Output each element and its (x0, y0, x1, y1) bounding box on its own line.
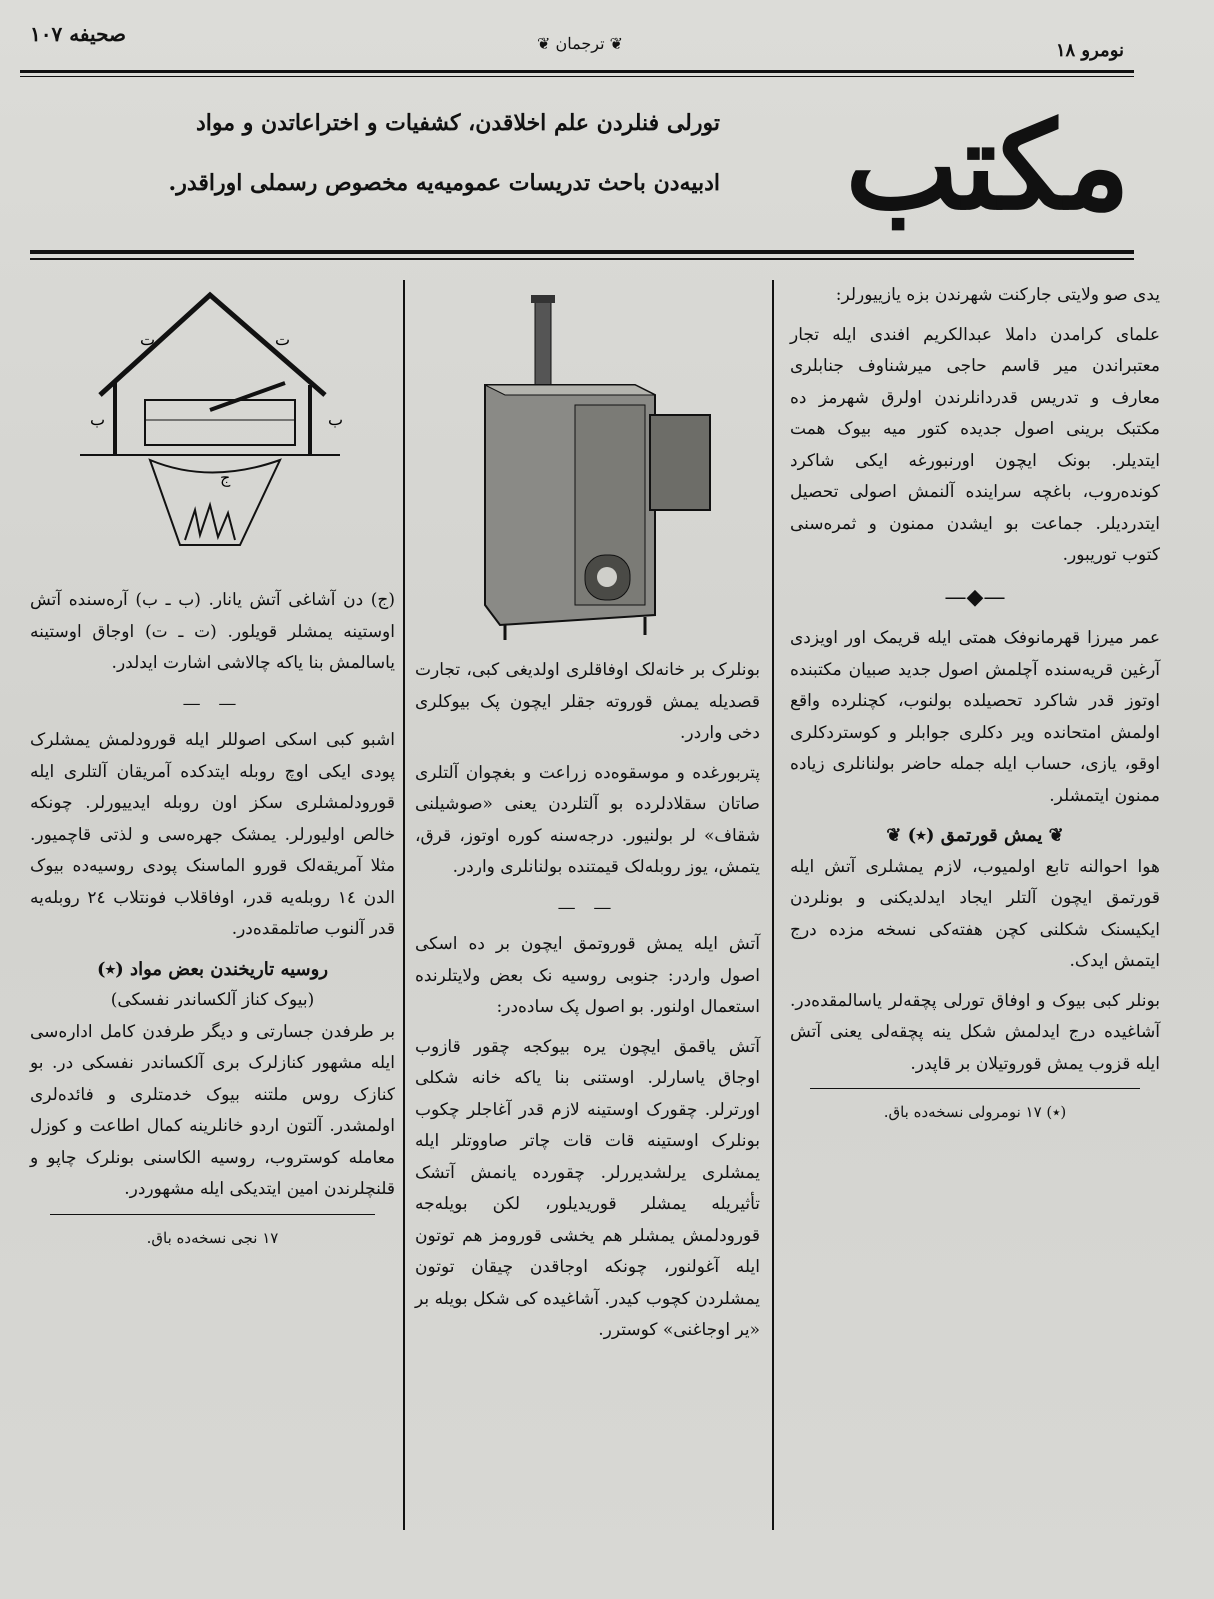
issue-number: نومرو ۱۸ (1055, 40, 1124, 61)
section-title: یمش قورتمق (٭) (907, 825, 1043, 846)
footnote: (٭) ۱۷ نومرولی نسخه‌ده باق. (883, 1103, 1067, 1121)
paper-name-text: ترجمان (555, 34, 605, 53)
masthead-rule-thin (30, 258, 1134, 260)
ornament-icon: ❦ (536, 34, 551, 53)
article-paragraph: علمای کرامدن داملا عبدالکریم افندی ایله تجار معتبراندن میر قاسم حاجی میرشناوف جنابلری معارف و تدریس قدردانلرندن اولرق شهرمز ده مکتبک برینی اصول جدیده کتور میه بیوک همت ایتدیلر. بونک ایچون اورنبورغه ایکی شاکرد کونده‌روب، باغچه سراینده آلنمش اصولی تحصیل ایتدردیلر. جماعت بو ایشدن ممنون و ثمره‌سنی کتوب توریبور. (790, 324, 1160, 565)
page-number: صحیفه ۱۰۷ (30, 22, 126, 46)
ornament-icon: ❦ (609, 34, 624, 53)
logo-text: مکتب (845, 96, 1130, 237)
masthead-rule (30, 250, 1134, 254)
dash-separator: — — (182, 692, 243, 714)
section-subtitle: (بیوک کناز آلکساندر نفسکی) (110, 990, 315, 1010)
footnote: ۱۷ نجی نسخه‌ده باق. (146, 1228, 279, 1247)
paper-name (500, 34, 660, 53)
stove-illustration (455, 295, 725, 645)
diamond-separator-icon: —◆— (944, 584, 1006, 610)
footnote-rule (810, 1088, 1140, 1089)
label-b-left: ب (90, 410, 106, 429)
masthead-logo (760, 92, 1130, 252)
left-column (30, 585, 395, 1254)
middle-column (415, 655, 760, 1355)
article-paragraph: پتربورغده و موسقوه‌ده زراعت و بغچوان آلتلری صاتان سقلادلرده بو آلتلردن یعنی «صوشیلنی شقاف» لر بولنیور. درجه‌سنه کوره اوتوز، قرق، یتمش، یوز روبله‌لک قیمتنده بولنانلری واردر. (415, 762, 760, 877)
article-intro: یدی صو ولایتی جارکنت شهرندن بزه یازییورلر: (835, 285, 1160, 305)
ornament-icon: ❦ (886, 825, 902, 846)
header-rule-thin (20, 76, 1134, 77)
article-paragraph: اشبو کبی اسکی اصوللر ایله قورودلمش یمشلرک پودی ایکی اوچ روبله ایتدکده آمریقان آلتلری ایله قورودلمشلری سکز اون روبله ایدییورلر. چونکه خالص اولیورلر. یمشک جهره‌سی و لذتی قاچمیور. مثلا آمریقه‌لک قورو الماسنک پودی روسیه‌ده بیوک الدن ۱٤ روبله‌یه قدر، اوفاقلاب فونتلاب ۲٤ روبله‌یه قدر آلنوب صاتلمقده‌در. (30, 730, 395, 939)
article-paragraph: هوا احوالنه تابع اولمیوب، لازم یمشلری آتش ایله قورتمق ایچون آلتلر ایجاد ایدلدیکنی و بونلردن ایکیسنک شکلنی کچن هفته‌کی نسخه مزده درج ایتمش ایدک. (790, 856, 1160, 971)
header-rule (20, 70, 1134, 73)
footnote-rule (50, 1214, 375, 1215)
earth-kiln-illustration (70, 285, 350, 565)
article-paragraph: بر طرفدن جسارتی و دیگر طرفدن کامل اداره‌سی ایله مشهور کنازلرک بری آلکساندر نفسکی در. بو کنازک روس ملتنه بیوک خدمتلری و فائده‌لری اولمشدر. آلتون اردو خانلرینه کمال اطاعت و کوزل معامله کوستروب، روسیه الکاسنی بونلرک چاپو و قلنچلرندن امین ایتدیکی ایله مشهوردر. (30, 1021, 395, 1199)
right-column (790, 280, 1160, 1129)
masthead-subtitle-line1: تورلی فنلردن علم اخلاقدن، کشفیات و اختراعاتدن و مواد (195, 110, 720, 136)
label-t-left: ت (140, 330, 156, 349)
column-divider-right (772, 280, 774, 1530)
label-t-right: ت (275, 330, 291, 349)
label-j: ج (220, 468, 231, 487)
dash-separator: — — (557, 896, 618, 918)
article-paragraph: آتش یاقمق ایچون یره بیوکجه چقور قازوب اوجاق یاسارلر. اوستنی بنا یاکه خانه شکلی اورترلر. چقورک اوستینه لازم قدر آغاجلر چکوب بونلرک اوستینه قات قات چاتر صاووتلر ایله یمشلری یرلشدیررلر. چقورده یانمش آتشک تأثیریله یمشلر قوریدیلور، لکن بویله‌جه قورودلمش یمشلر هم یخشی قورومز هم توتون ایله آغولنور، چونکه اوجاقدن چیقان توتون یمشلردن کچوب کیدر. آشاغیده کی شکل بویله بر «یر اوجاغنی» کوسترر. (415, 1036, 760, 1340)
ornament-icon: ❦ (1042, 825, 1064, 846)
column-divider-left (403, 280, 405, 1530)
article-paragraph: بونلر کبی بیوک و اوفاق تورلی پچقه‌لر یاسالمقده‌در. آشاغیده درج ایدلمش شکل ینه پچقه‌لی یعنی آتش ایله قزوب یمش قوروتیلان بر قاپدر. (790, 990, 1160, 1074)
article-paragraph: آتش ایله یمش قوروتمق ایچون بر ده اسکی اصول واردر: جنوبی روسیه نک بعض ولایتلرنده استعمال اولنور. بو اصول پک ساده‌در: (415, 934, 760, 1017)
article-paragraph: بونلرک بر خانه‌لک اوفاقلری اولدیغی کبی، تجارت قصدیله یمش قوروته جقلر ایچون پک بیوکلری دخی واردر. (415, 660, 760, 743)
section-heading (790, 820, 1160, 852)
section-title: روسیه تاریخندن بعض مواد (٭) (96, 958, 329, 980)
masthead-subtitle-line2: ادبیه‌دن باحث تدریسات عمومیه‌یه مخصوص رسملی اوراقدر. (168, 170, 720, 196)
article-paragraph: (ج) دن آشاغی آتش یانار. (ب ـ ب) آره‌سنده آتش اوستینه یمشلر قویلور. (ت ـ ت) اوجاق اوستینه یاسالمش بنا یاکه چالاشی اشارت ایدلدر. (30, 590, 395, 673)
label-b-right: ب (328, 410, 344, 429)
article-paragraph: عمر میرزا قهرمانوفک همتی ایله قریمک اور اویزدی آرغین قریه‌سنده آچلمش اصول جدید صبیان مکتبنده اوتوز قدر شاکرد تحصیلده بولنوب، کچنلرده واقع اولمش امتحانده ویر دکلری جوابلر و کوستردکلری اوقو، یازی، حساب ایله جمله حاضر بولنانلری زیاده ممنون ایتمشلر. (790, 628, 1160, 806)
